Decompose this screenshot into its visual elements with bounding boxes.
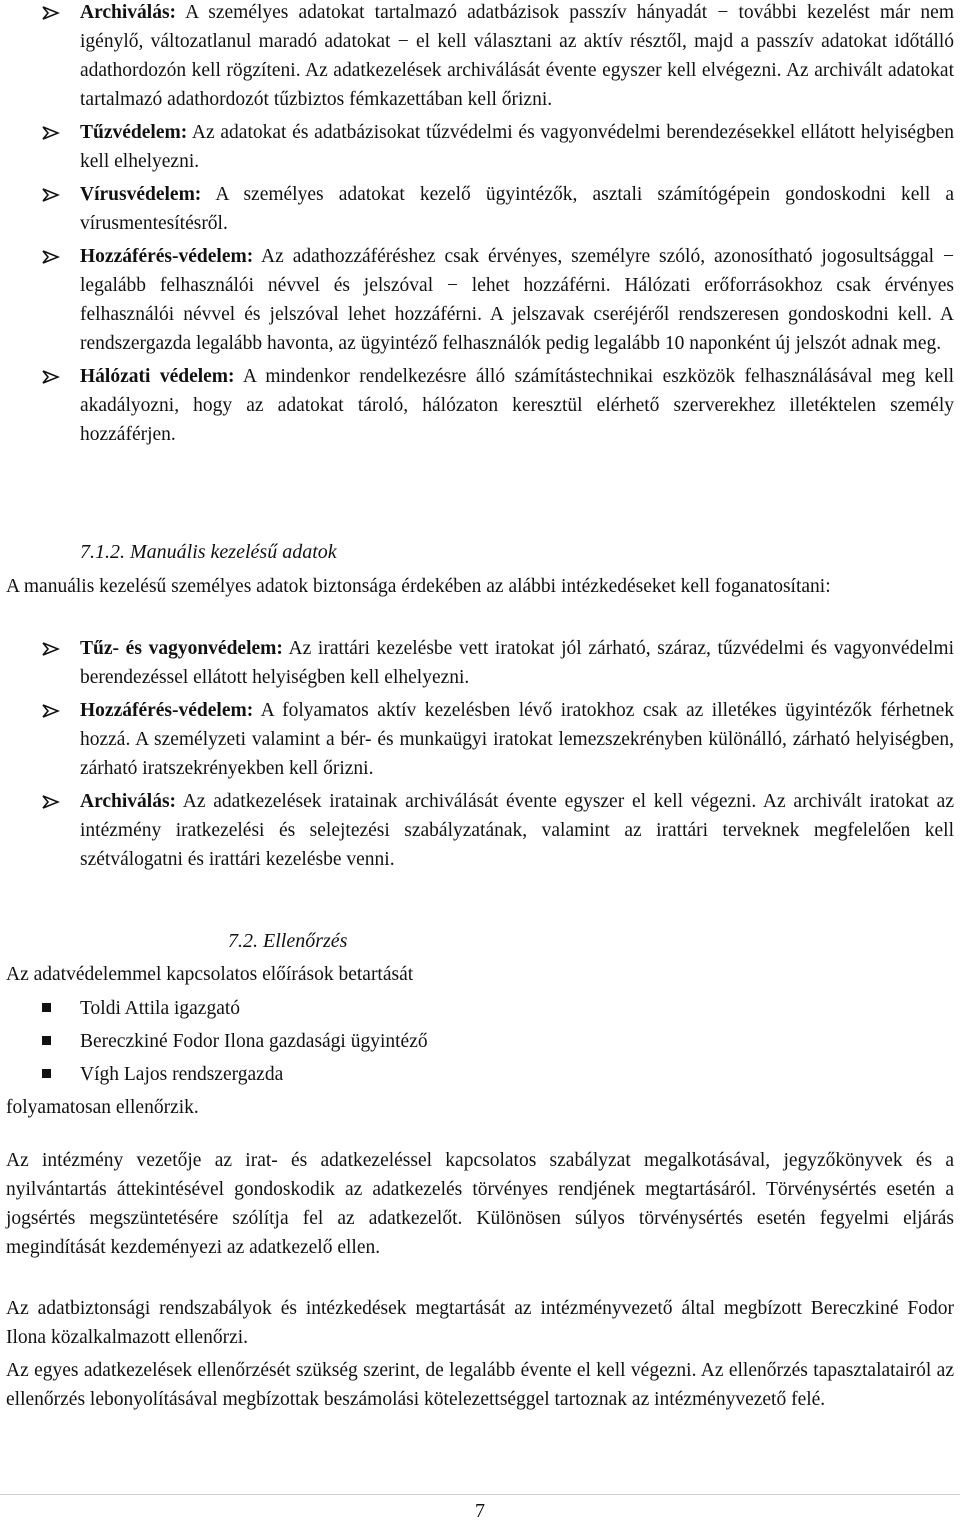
list-item: [0, 1058, 960, 1091]
bullet-term: Tűz- és vagyonvédelem:: [80, 638, 283, 659]
bullet-term: Archiválás:: [80, 2, 177, 23]
bullet-term: Tűzvédelem:: [80, 122, 188, 143]
responsible-persons-list: [0, 992, 960, 1091]
bullet-text: Az irattári kezelésbe vett iratokat jól zárható, száraz, tűzvédelmi és vagyonvédelmi berendezéssel ellátott helyiségben kell elhelyezni.: [80, 638, 954, 688]
section-heading: 7.2. Ellenőrzés: [228, 930, 348, 952]
bullet-text: Az adatkezelések iratainak archiválását évente egyszer el kell végezni. Az archivált iratokat az intézmény iratkezelési és selejtezési szabályzatának, valamint az irattári terveknek megfelelően kell szétválogatni és irattári kezelésbe venni.: [80, 791, 954, 870]
bullet-term: Hálózati védelem:: [80, 366, 235, 387]
arrow-bullet-icon: [42, 704, 60, 718]
square-bullet-icon: [42, 1003, 51, 1012]
security-measures-list: [0, 0, 960, 453]
body-paragraph: Az intézmény vezetője az irat- és adatkezeléssel kapcsolatos szabályzat megalkotásával, jegyzőkönyvek és a nyilvántartás áttekintésével gondoskodik az adatkezelés törvényes rendjének megtartásáról. Törvénysértés esetén a jogsértés megszüntetésére szólítja fel az adatkezelőt. Különösen súlyos törvénysértés esetén fegyelmi eljárás megindítását kezdeményezi az adatkezelő ellen.: [6, 1150, 954, 1258]
section-intro: Az adatvédelemmel kapcsolatos előírások betartását: [6, 964, 414, 985]
bullet-text: A mindenkor rendelkezésre álló számítástechnikai eszközök felhasználásával meg kell akadályozni, hogy az adatokat tároló, hálózaton keresztül elérhető szerverekhez illetéktelen személy hozzáférjen.: [80, 366, 954, 445]
list-item: [0, 787, 960, 874]
list-item: [0, 696, 960, 783]
arrow-bullet-icon: [42, 795, 60, 809]
square-bullet-icon: [42, 1069, 51, 1078]
bullet-term: Vírusvédelem:: [80, 184, 202, 205]
manual-measures-list: [0, 634, 960, 878]
list-item: [0, 242, 960, 358]
arrow-bullet-icon: [42, 250, 60, 264]
square-bullet-icon: [42, 1036, 51, 1045]
bullet-text: A személyes adatokat kezelő ügyintézők, asztali számítógépein gondoskodni kell a vírusmentesítésről.: [80, 184, 954, 234]
list-item: [0, 118, 960, 176]
bullet-term: Hozzáférés-védelem:: [80, 700, 254, 721]
list-item: [0, 180, 960, 238]
list-item: [0, 362, 960, 449]
body-paragraph: Az egyes adatkezelések ellenőrzését szükség szerint, de legalább évente el kell végezni. Az ellenőrzés tapasztalatairól az ellenőrzés lebonyolításával megbízottak beszámolási kötelezettséggel tartoznak az intézményvezető felé.: [6, 1360, 954, 1410]
arrow-bullet-icon: [42, 642, 60, 656]
arrow-bullet-icon: [42, 370, 60, 384]
person-label: Toldi Attila igazgató: [80, 998, 241, 1019]
section-outro: folyamatosan ellenőrzik.: [6, 1097, 199, 1118]
arrow-bullet-icon: [42, 6, 60, 20]
footer-divider: [0, 1494, 960, 1495]
section-intro: A manuális kezelésű személyes adatok biztonsága érdekében az alábbi intézkedéseket kell foganatosítani:: [6, 576, 831, 597]
list-item: [0, 634, 960, 692]
section-heading: 7.1.2. Manuális kezelésű adatok: [80, 541, 337, 563]
bullet-text: A személyes adatokat tartalmazó adatbázisok passzív hányadát − további kezelést már nem igénylő, változatlanul maradó adatokat − el kell választani az aktív résztől, majd a passzív adatokat időtálló adathordozón kell rögzíteni. Az adatkezelések archiválását évente egyszer kell elvégezni. Az archivált adatokat tartalmazó adathordozót tűzbiztos fémkazettában kell őrizni.: [80, 2, 954, 110]
person-label: Vígh Lajos rendszergazda: [80, 1064, 284, 1085]
list-item: [0, 1025, 960, 1058]
bullet-text: Az adatokat és adatbázisokat tűzvédelmi és vagyonvédelmi berendezésekkel ellátott helyiségben kell elhelyezni.: [80, 122, 954, 172]
bullet-term: Hozzáférés-védelem:: [80, 246, 254, 267]
arrow-bullet-icon: [42, 188, 60, 202]
list-item: [0, 0, 960, 114]
bullet-text: A folyamatos aktív kezelésben lévő iratokhoz csak az illetékes ügyintézők férhetnek hozzá. A személyzeti valamint a bér- és munkaügyi iratokat lemezszekrényben különálló, zárható helyiségben, zárható iratszekrényekben kell őrizni.: [80, 700, 954, 779]
page-number: 7: [475, 1500, 485, 1522]
list-item: [0, 992, 960, 1025]
arrow-bullet-icon: [42, 126, 60, 140]
bullet-term: Archiválás:: [80, 791, 177, 812]
body-paragraph: Az adatbiztonsági rendszabályok és intézkedések megtartását az intézményvezető által megbízott Bereczkiné Fodor Ilona közalkalmazott ellenőrzi.: [6, 1298, 954, 1348]
bullet-text: Az adathozzáféréshez csak érvényes, személyre szóló, azonosítható jogosultsággal − legalább felhasználói névvel és jelszóval − lehet hozzáférni. Hálózati erőforrásokhoz csak érvényes felhasználói névvel és jelszóval lehet hozzáférni. A jelszavak cseréjéről rendszeresen gondoskodni kell. A rendszergazda legalább havonta, az ügyintéző felhasználók pedig legalább 10 naponként új jelszót adnak meg.: [80, 246, 954, 354]
person-label: Bereczkiné Fodor Ilona gazdasági ügyintéző: [80, 1031, 428, 1052]
